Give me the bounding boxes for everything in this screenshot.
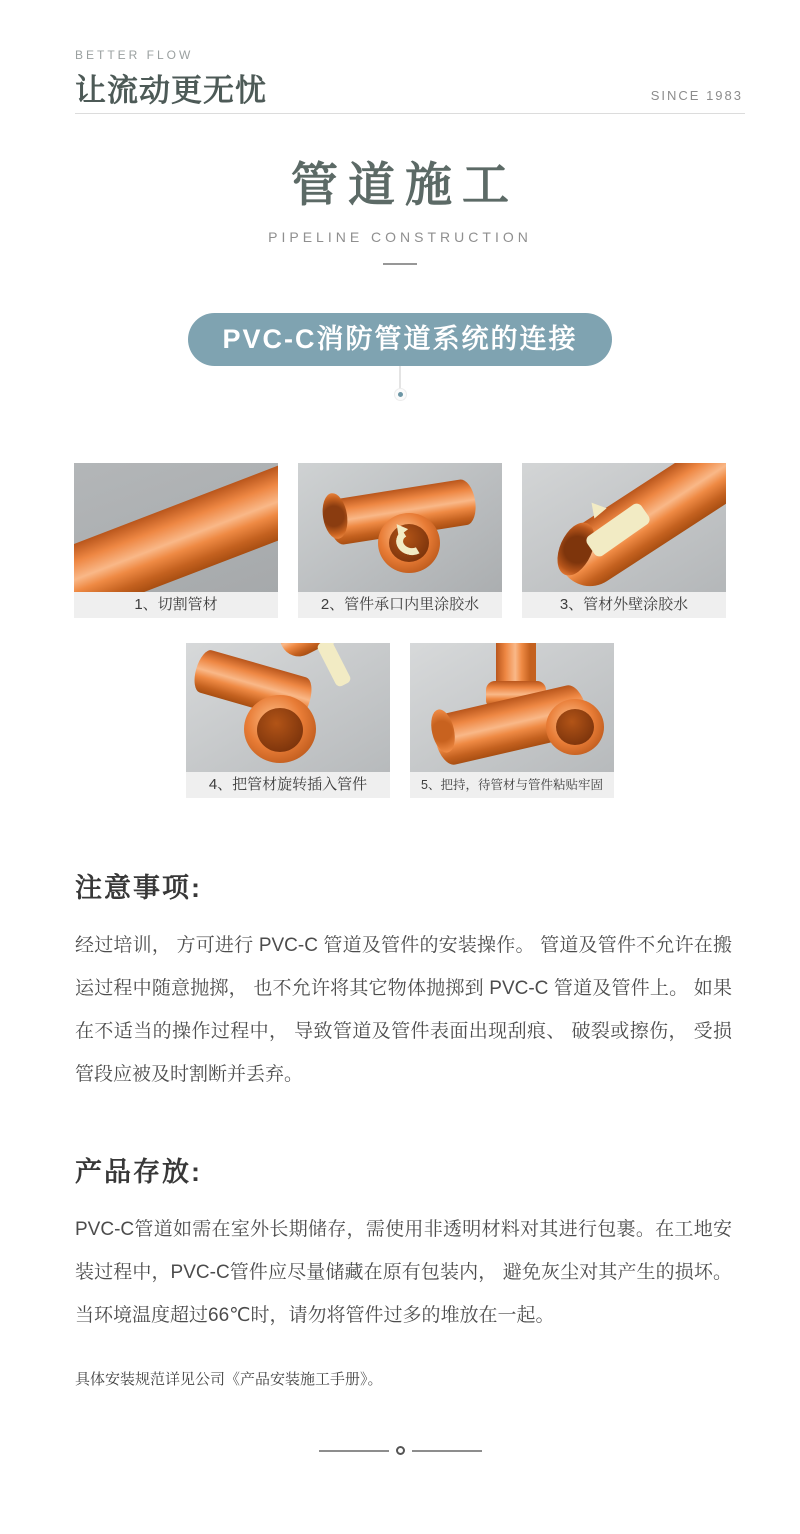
page-subtitle: PIPELINE CONSTRUCTION	[268, 229, 532, 245]
since-label: SINCE 1983	[650, 88, 743, 103]
pipe-shape	[74, 463, 278, 592]
fitting-socket-shape	[546, 699, 604, 755]
storage-heading: 产品存放:	[75, 1157, 202, 1187]
step-photo-glue-socket	[298, 463, 502, 592]
step-caption: 2、管件承口内里涂胶水	[298, 592, 502, 618]
notes-body: 经过培训， 方可进行 PVC-C 管道及管件的安装操作。 管道及管件不允许在搬运过程中随意抛掷， 也不允许将其它物体抛掷到 PVC-C 管道及管件上。 如果在不适当的操作过程中， 导致管道及管件表面出现刮痕、 破裂或擦伤， 受损管段应被及时割断并丢弃。	[75, 935, 732, 1085]
step-caption: 4、把管材旋转插入管件	[186, 772, 390, 798]
badge-connector-line	[399, 366, 401, 389]
brand-logo	[75, 48, 267, 110]
step-card-2	[298, 463, 502, 618]
step-card-1	[74, 463, 278, 618]
section-badge-block	[0, 313, 800, 400]
glue-band-shape	[316, 643, 352, 688]
section-notes	[75, 866, 732, 1097]
step-photo-cutting-pipe	[74, 463, 278, 592]
footer-line-right	[412, 1450, 482, 1452]
title-underline	[383, 263, 417, 265]
step-caption: 3、管材外壁涂胶水	[522, 592, 726, 618]
step-photo-glue-pipe-end	[522, 463, 726, 592]
header-divider	[75, 113, 745, 114]
step-card-3	[522, 463, 726, 618]
notes-heading: 注意事项:	[75, 873, 202, 903]
socket-hole-shape	[556, 709, 594, 745]
storage-body: PVC-C管道如需在室外长期储存，需使用非透明材料对其进行包裹。在工地安装过程中，PVC-C管件应尽量储藏在原有包装内， 避免灰尘对其产生的损坏。当环境温度超过66℃时，请勿将管件过多的堆放在一起。	[75, 1219, 732, 1326]
step-card-4	[186, 643, 390, 798]
step-caption: 5、把持，待管材与管件粘贴牢固	[410, 772, 614, 798]
page-title: 管道施工	[291, 158, 519, 211]
step-caption: 1、切割管材	[74, 592, 278, 618]
section-badge: PVC-C消防管道系统的连接	[188, 313, 611, 366]
manual-footnote: 具体安装规范详见公司《产品安装施工手册》。	[75, 1370, 383, 1388]
step-card-5	[410, 643, 614, 798]
fitting-socket-shape	[244, 695, 316, 763]
footer-ornament	[0, 1446, 800, 1455]
brand-tagline-en: BETTER FLOW	[75, 48, 194, 62]
badge-connector-dot	[395, 389, 406, 400]
steps-row-2	[0, 643, 800, 798]
step-photo-hold-joint	[410, 643, 614, 772]
title-block	[0, 148, 800, 265]
section-storage	[75, 1150, 732, 1389]
step-photo-insert-pipe	[186, 643, 390, 772]
brand-wordmark-zh: 让流动更无忧	[75, 73, 267, 108]
footer-line-left	[319, 1450, 389, 1452]
socket-hole-shape	[257, 708, 303, 752]
steps-row-1	[0, 463, 800, 618]
footer-circle-icon	[396, 1446, 405, 1455]
